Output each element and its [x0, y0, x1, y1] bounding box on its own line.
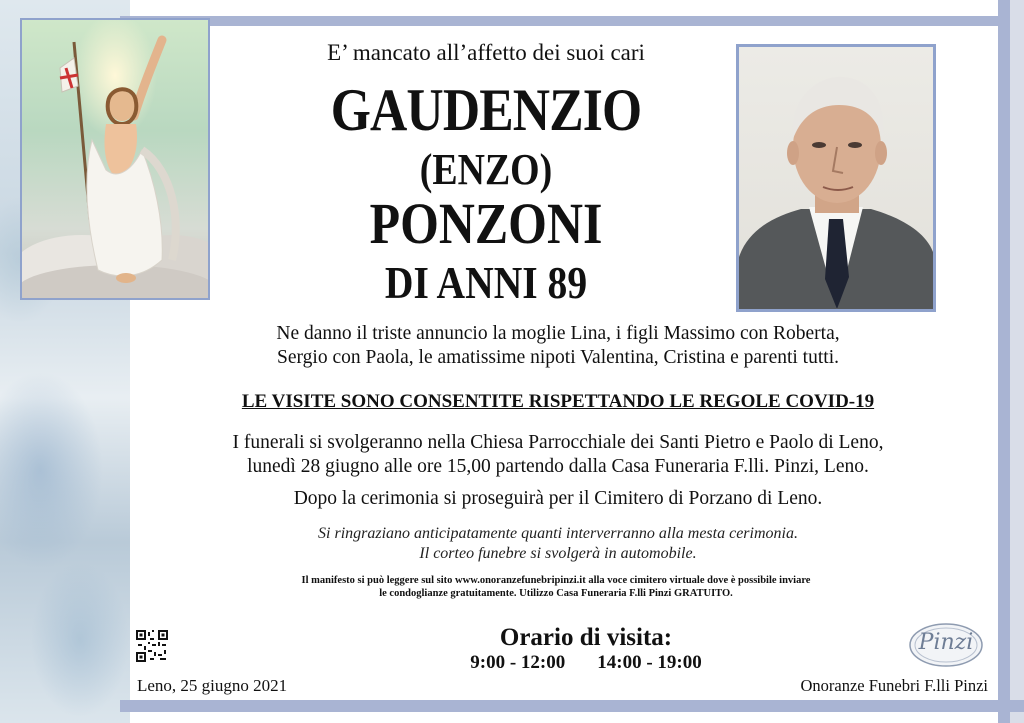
qr-code-icon[interactable]: [136, 630, 168, 662]
deceased-last-name: PONZONI: [369, 191, 603, 256]
thanks-line: Si ringraziano anticipatamente quanti interverranno alla mesta cerimonia.: [318, 525, 798, 542]
frame-right-border: [998, 0, 1010, 723]
announcement-line: Sergio con Paola, le amatissime nipoti Valentina, Cristina e parenti tutti.: [277, 347, 839, 368]
thanks-line: Il corteo funebre si svolgerà in automobile.: [419, 545, 697, 562]
deceased-nickname: (ENZO): [419, 145, 553, 194]
visiting-hours: [436, 652, 736, 674]
manifest-line: Il manifesto si può leggere sul sito www.onoranzefunebripinzi.it alla voce cimitero virtuale dove è possibile inviare: [301, 575, 811, 586]
agency-logo: [908, 622, 984, 668]
publication-date: Leno, 25 giugno 2021: [137, 676, 288, 695]
announcement-line: Ne danno il triste annuncio la moglie Lina, i figli Massimo con Roberta,: [276, 323, 840, 344]
religious-image: [20, 18, 210, 300]
frame-bottom-border: [120, 700, 1024, 712]
intro-text: E’ mancato all’affetto dei suoi cari: [327, 40, 645, 65]
manifest-line: le condoglianze gratuitamente. Utilizzo Casa Funeraria F.lli Pinzi GRATUITO.: [379, 588, 733, 599]
deceased-age: DI ANNI 89: [384, 257, 588, 308]
frame-top-border: [120, 16, 1000, 26]
visiting-hours-title: Orario di visita:: [499, 624, 673, 651]
visiting-hours-afternoon: 14:00 - 19:00: [597, 652, 702, 673]
after-ceremony-text: Dopo la cerimonia si proseguirà per il Cimitero di Porzano di Leno.: [293, 488, 823, 509]
announcement: [136, 322, 980, 370]
manifest-info: [236, 574, 876, 600]
covid-notice: LE VISITE SONO CONSENTITE RISPETTANDO LE REGOLE COVID-19: [241, 391, 875, 412]
frame-right-edge: [1010, 0, 1024, 723]
deceased-first-name: GAUDENZIO: [330, 77, 642, 143]
portrait-photo: [736, 44, 936, 312]
funeral-agency-name: Onoranze Funebri F.lli Pinzi: [800, 676, 988, 695]
funeral-line: lunedì 28 giugno alle ore 15,00 partendo dalla Casa Funeraria F.lli. Pinzi, Leno.: [247, 456, 869, 477]
visiting-hours-morning: 9:00 - 12:00: [470, 652, 566, 673]
funeral-info: [136, 431, 980, 479]
agency-logo-text: Pinzi: [918, 630, 974, 655]
thanks-text: [136, 524, 980, 564]
funeral-line: I funerali si svolgeranno nella Chiesa Parrocchiale dei Santi Pietro e Paolo di Leno,: [232, 432, 884, 453]
